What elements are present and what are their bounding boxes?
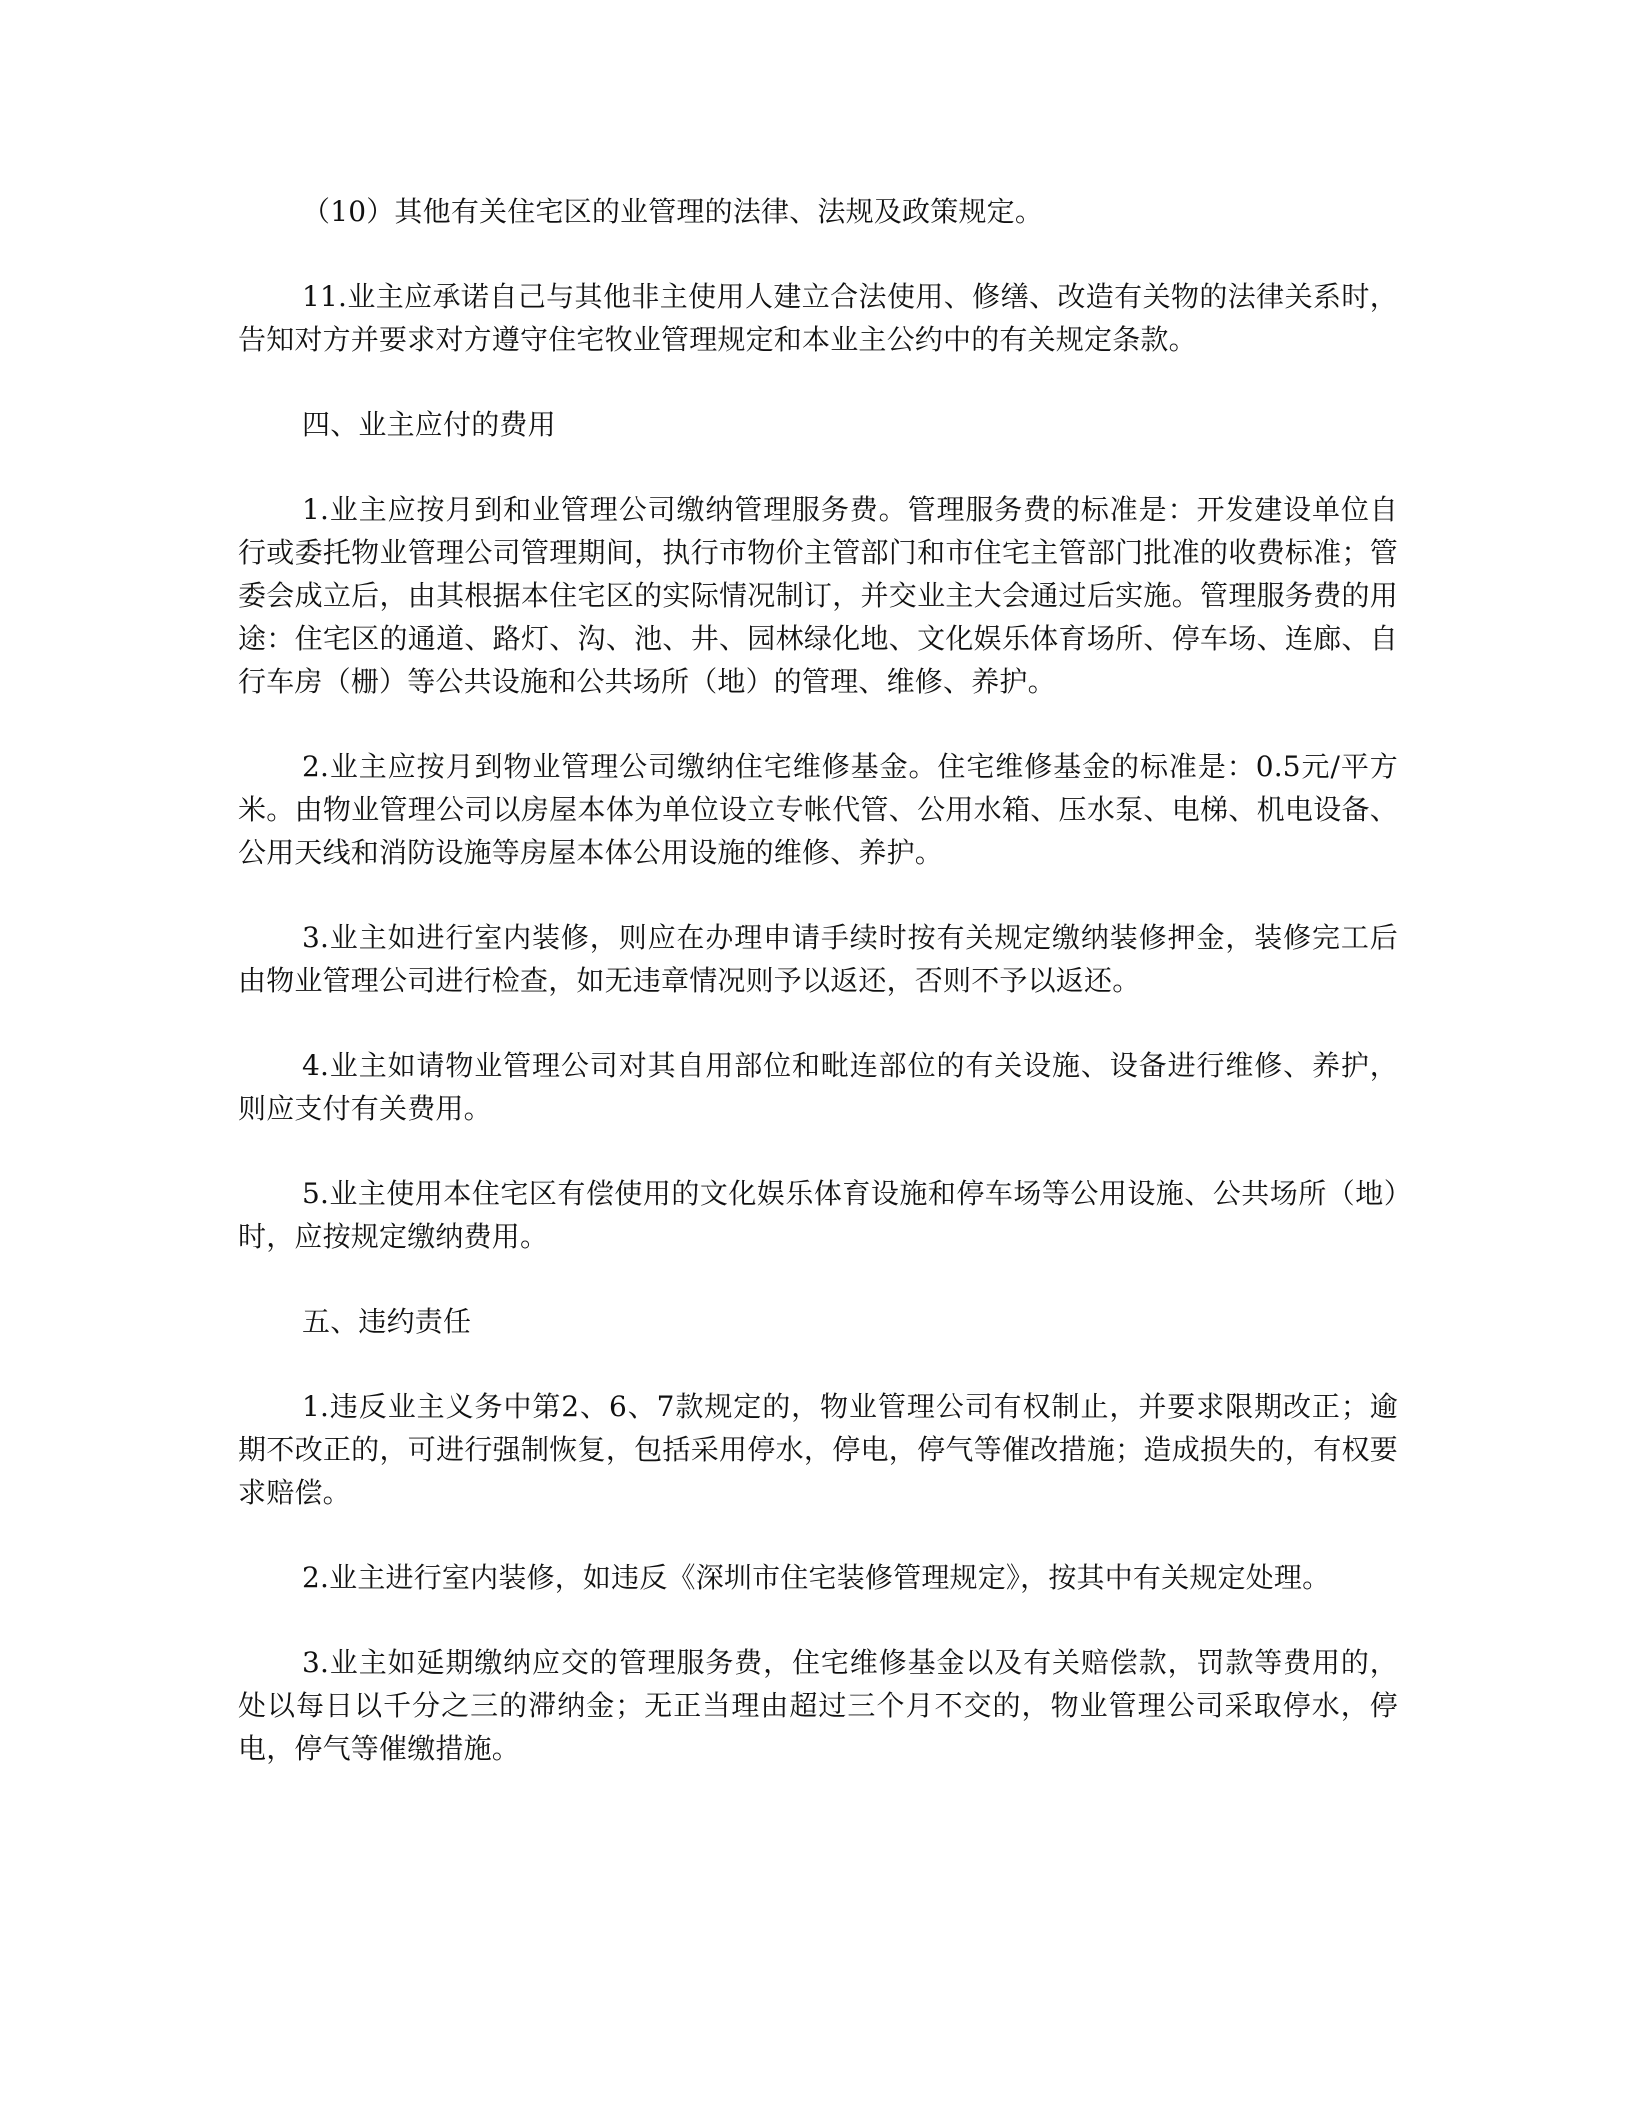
fees-item-2-maintenance-fund: 2.业主应按月到物业管理公司缴纳住宅维修基金。住宅维修基金的标准是：0.5元/平方米。由物业管理公司以房屋本体为单位设立专帐代管、公用水箱、压水泵、电梯、机电设备、公用天线和消防设施等房屋本体公用设施的维修、养护。 — [238, 750, 1398, 869]
clause-11-owner-commitment: 11.业主应承诺自己与其他非主使用人建立合法使用、修缮、改造有关物的法律关系时，告知对方并要求对方遵守住宅牧业管理规定和本业主公约中的有关规定条款。 — [238, 280, 1398, 356]
liability-item-1: 1.违反业主义务中第2、6、7款规定的，物业管理公司有权制止，并要求限期改正；逾期不改正的，可进行强制恢复，包括采用停水，停电，停气等催改措施；造成损失的，有权要求赔偿。 — [238, 1390, 1398, 1509]
fees-item-1-management-fee: 1.业主应按月到和业管理公司缴纳管理服务费。管理服务费的标准是：开发建设单位自行或委托物业管理公司管理期间，执行市物价主管部门和市住宅主管部门批准的收费标准；管委会成立后，由其根据本住宅区的实际情况制订，并交业主大会通过后实施。管理服务费的用途：住宅区的通道、路灯、沟、池、井、园林绿化地、文化娱乐体育场所、停车场、连廊、自行车房（栅）等公共设施和公共场所（地）的管理、维修、养护。 — [238, 493, 1398, 698]
fees-item-4-repair-costs: 4.业主如请物业管理公司对其自用部位和毗连部位的有关设施、设备进行维修、养护，则应支付有关费用。 — [238, 1049, 1398, 1125]
liability-item-2: 2.业主进行室内装修，如违反《深圳市住宅装修管理规定》，按其中有关规定处理。 — [302, 1561, 1331, 1594]
fees-item-3-renovation-deposit: 3.业主如进行室内装修，则应在办理申请手续时按有关规定缴纳装修押金，装修完工后由物业管理公司进行检查，如无违章情况则予以返还，否则不予以返还。 — [238, 921, 1398, 997]
section-heading-fees: 四、业主应付的费用 — [302, 408, 556, 441]
section-heading-liability: 五、违约责任 — [302, 1305, 472, 1338]
fees-item-5-facility-fees: 5.业主使用本住宅区有偿使用的文化娱乐体育设施和停车场等公用设施、公共场所（地）时，应按规定缴纳费用。 — [238, 1177, 1398, 1253]
liability-item-3: 3.业主如延期缴纳应交的管理服务费，住宅维修基金以及有关赔偿款，罚款等费用的，处以每日以千分之三的滞纳金；无正当理由超过三个月不交的，物业管理公司采取停水，停电，停气等催缴措施。 — [238, 1646, 1398, 1765]
clause-10-other-regulations: （10）其他有关住宅区的业管理的法律、法规及政策规定。 — [302, 195, 1044, 228]
document-page — [238, 190, 1398, 1812]
